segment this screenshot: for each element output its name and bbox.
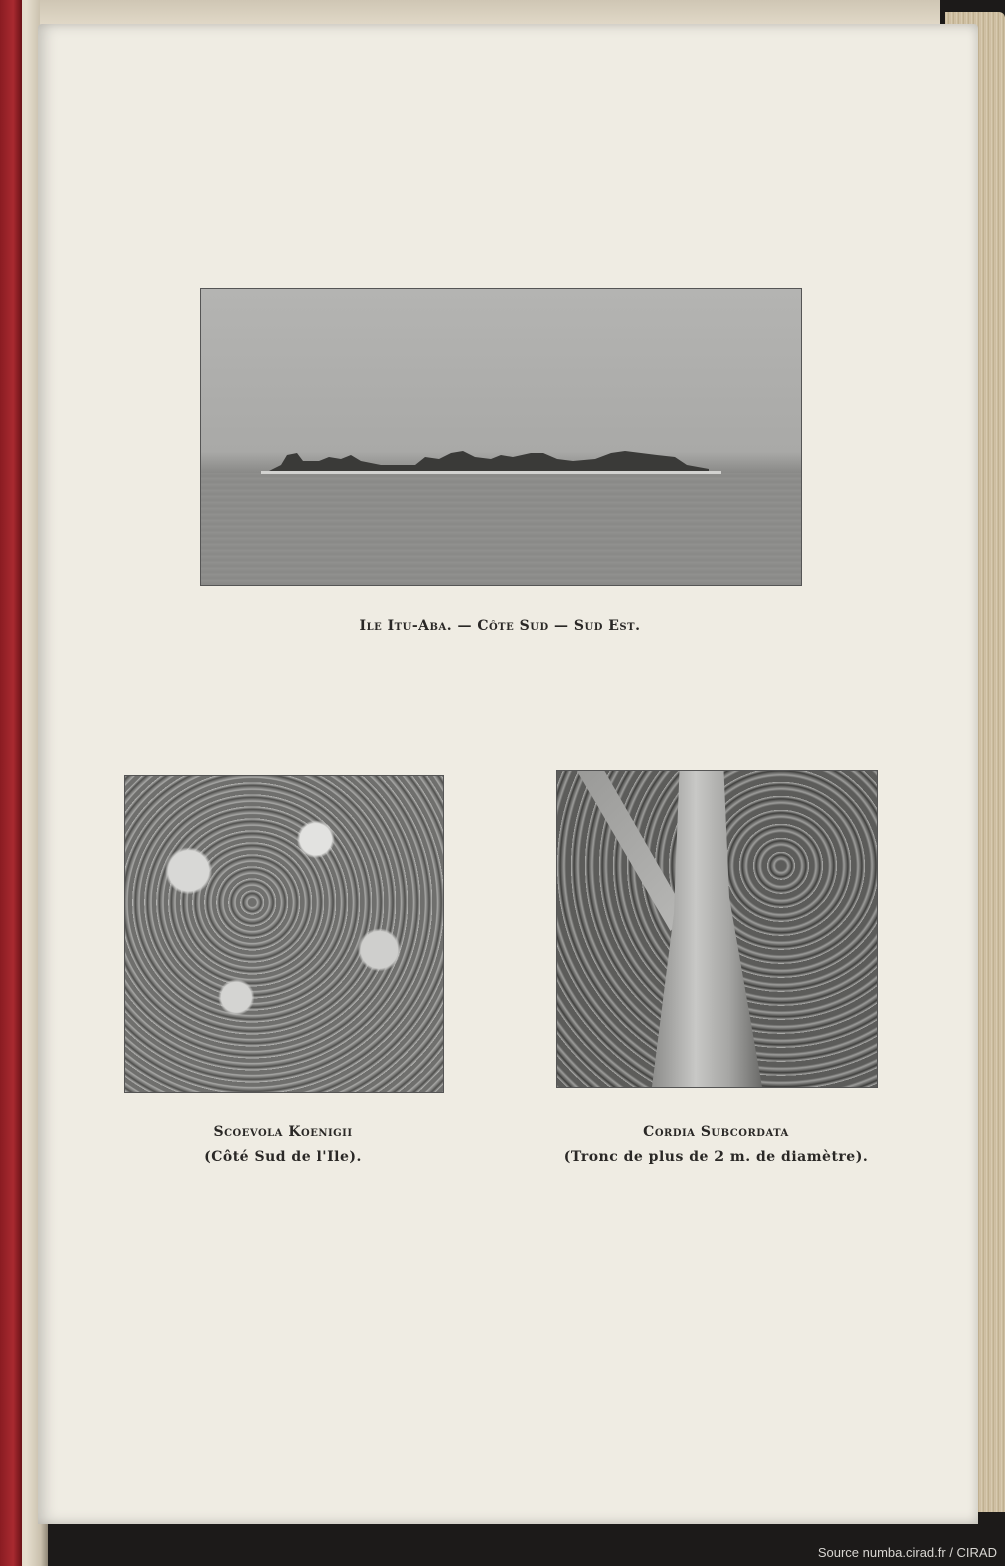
scaevola-caption: [124, 1120, 442, 1170]
cordia-caption-sub: (Tronc de plus de 2 m. de diamètre).: [563, 1149, 869, 1165]
binding-ribbon: [0, 0, 22, 1566]
scaevola-caption-title: Scoevola Koenigii: [213, 1124, 353, 1140]
scaevola-caption-sub: (Côté Sud de l'Ile).: [204, 1149, 362, 1165]
tree-branch: [577, 771, 687, 931]
island-silhouette: [201, 289, 801, 585]
island-caption: [200, 618, 800, 634]
tree-trunk: [652, 771, 762, 1087]
scaevola-photo: [124, 775, 444, 1093]
cordia-caption: [548, 1120, 884, 1170]
book-page: [38, 24, 978, 1524]
cordia-photo: [556, 770, 878, 1088]
island-caption-text: Ile Itu-Aba. — Côte Sud — Sud Est.: [359, 618, 641, 634]
source-credit: Source numba.cirad.fr / CIRAD: [817, 1545, 997, 1560]
island-photo: [200, 288, 802, 586]
cordia-caption-title: Cordia Subcordata: [643, 1124, 789, 1140]
